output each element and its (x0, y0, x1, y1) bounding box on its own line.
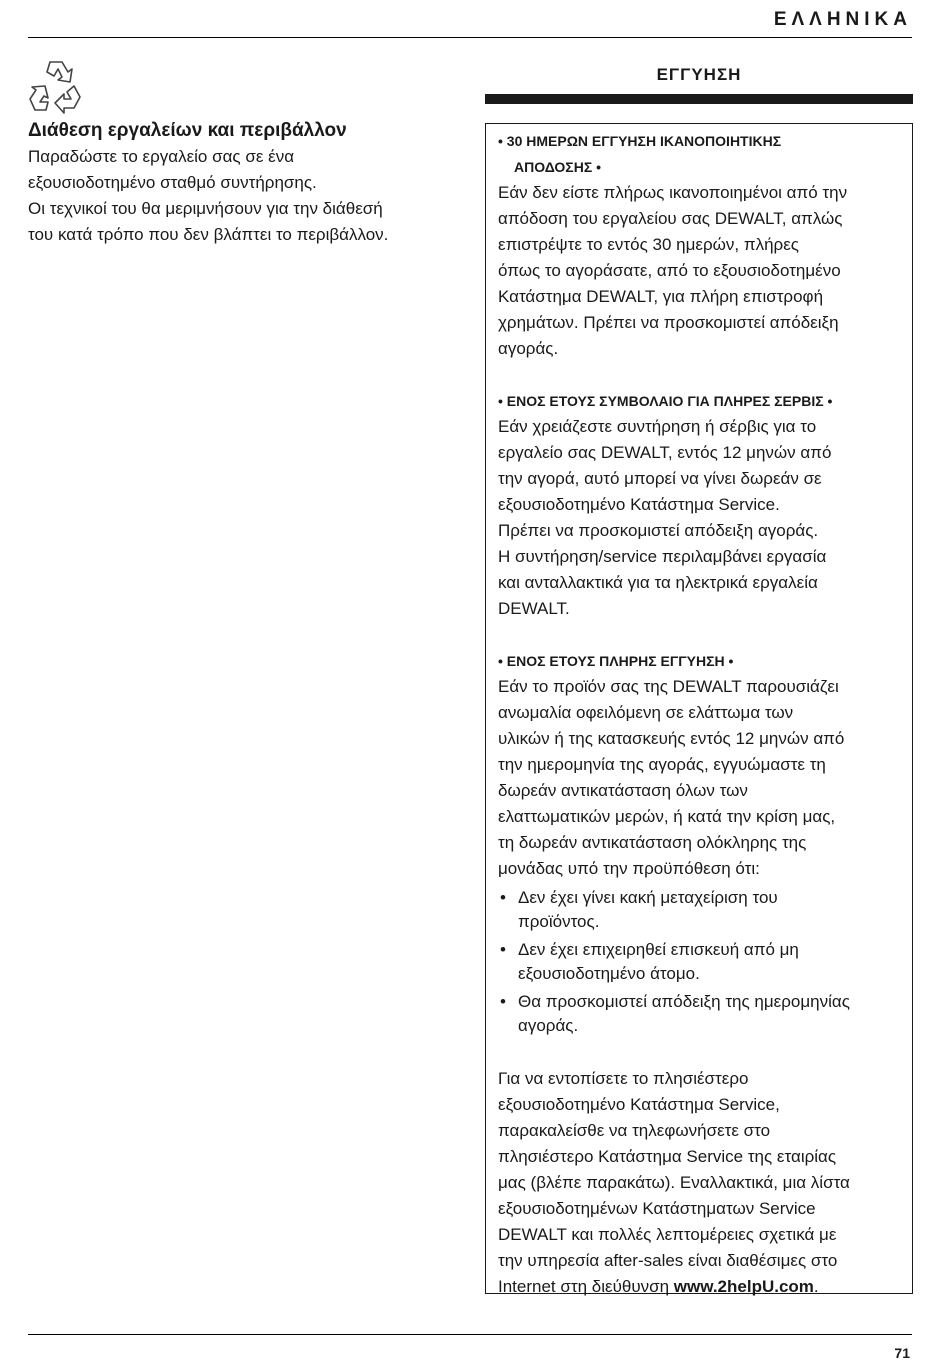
text-line: Εάν το προϊόν σας της DEWALT παρουσιάζει (498, 677, 839, 696)
text-line: DEWALT και πολλές λεπτομέρειες σχετικά με (498, 1225, 837, 1244)
text-line: πλησιέστερο Κατάστημα Service της εταιρίας (498, 1147, 837, 1166)
text-line: Για να εντοπίσετε το πλησιέστερο (498, 1069, 749, 1088)
text-line: τη δωρεάν αντικατάσταση ολόκληρης της (498, 833, 807, 852)
text-line: Πρέπει να προσκομιστεί απόδειξη αγοράς. (498, 521, 819, 540)
condition-list (498, 886, 902, 1038)
text-line: . (813, 1277, 819, 1296)
text-line: εξουσιοδοτημένο Κατάστημα Service, (498, 1095, 780, 1114)
footer-rule (28, 1334, 912, 1335)
disposal-heading: Διάθεση εργαλείων και περιβάλλον (28, 120, 347, 141)
warranty-section-service-contract (498, 388, 902, 622)
text-line: την αγορά, αυτό μπορεί να γίνει δωρεάν σε (498, 469, 822, 488)
text-line: Δεν έχει γίνει κακή μεταχείριση του (518, 888, 778, 907)
disposal-section (28, 118, 468, 248)
text-line: εξουσιοδοτημένων Κατάστηματων Service (498, 1199, 816, 1218)
header-rule (28, 37, 912, 38)
text-line: μας (βλέπε παρακάτω). Εναλλακτικά, μια λίστα (498, 1173, 850, 1192)
warranty-title-bar (485, 94, 913, 104)
text-line: Εάν χρειάζεστε συντήρηση ή σέρβις για το (498, 417, 817, 436)
text-line: υλικών ή της κατασκευής εντός 12 μηνών από (498, 729, 845, 748)
text-line: DEWALT. (498, 599, 570, 618)
text-line: επιστρέψτε το εντός 30 ημερών, πλήρες (498, 235, 799, 254)
text-line: Θα προσκομιστεί απόδειξη της ημερομηνίας (518, 992, 850, 1011)
text-line: ανωμαλία οφειλόμενη σε ελάττωμα των (498, 703, 794, 722)
text-line: προϊόντος. (518, 912, 600, 931)
text-line: αγοράς. (498, 339, 559, 358)
website-link[interactable]: www.2helpU.com (673, 1277, 814, 1296)
heading-line: ΑΠΟΔΟΣΗΣ • (514, 159, 602, 175)
text-line: Εάν δεν είστε πλήρως ικανοποιημένοι από την (498, 183, 848, 202)
list-item (498, 990, 902, 1038)
text-line: του κατά τρόπο που δεν βλάπτει το περιβάλλον. (28, 225, 389, 244)
list-item (498, 886, 902, 934)
text-line: Internet στη διεύθυνση (498, 1277, 674, 1296)
text-line: εξουσιοδοτημένο Κατάστημα Service. (498, 495, 780, 514)
section-body (498, 674, 902, 882)
heading-line: • 30 ΗΜΕΡΩΝ ΕΓΓΥΗΣΗ ΙΚΑΝΟΠΟΙΗΤΙΚΗΣ (498, 133, 782, 149)
heading-line: • ΕΝΟΣ ΕΤΟΥΣ ΣΥΜΒΟΛΑΙΟ ΓΙΑ ΠΛΗΡΕΣ ΣΕΡΒΙΣ • (498, 393, 833, 409)
section-heading (498, 648, 902, 674)
warranty-section-30-day (498, 128, 902, 362)
recycle-icon (28, 56, 88, 118)
page-number: 71 (894, 1345, 910, 1361)
text-line: μονάδας υπό την προϋπόθεση ότι: (498, 859, 760, 878)
text-line: Οι τεχνικοί του θα μεριμνήσουν για την διάθεσή (28, 199, 383, 218)
text-line: την ημερομηνία της αγοράς, εγγυώμαστε τη (498, 755, 826, 774)
text-line: Κατάστημα DEWALT, για πλήρη επιστροφή (498, 287, 824, 306)
text-line: Παραδώστε το εργαλείο σας σε ένα (28, 147, 295, 166)
text-line: εξουσιοδοτημένο άτομο. (518, 964, 700, 983)
section-heading (498, 128, 902, 180)
disposal-paragraph-1 (28, 144, 468, 196)
warranty-title: ΕΓΓΥΗΣΗ (656, 65, 742, 84)
text-line: Η συντήρηση/service περιλαμβάνει εργασία (498, 547, 827, 566)
text-line: και ανταλλακτικά για τα ηλεκτρικά εργαλεία (498, 573, 818, 592)
warranty-section-full-warranty (498, 648, 902, 1038)
section-body (498, 414, 902, 622)
text-line: την υπηρεσία after-sales είναι διαθέσιμες στο (498, 1251, 838, 1270)
text-line: απόδοση του εργαλείου σας DEWALT, απλώς (498, 209, 843, 228)
text-line: όπως το αγοράσατε, από το εξουσιοδοτημένο (498, 261, 841, 280)
section-heading (498, 388, 902, 414)
text-line: παρακαλείσθε να τηλεφωνήσετε στο (498, 1121, 771, 1140)
language-header: ΕΛΛΗΝΙΚΑ (773, 9, 912, 30)
warranty-box (485, 123, 913, 1294)
text-line: ελαττωματικών μερών, ή κατά την κρίση μας, (498, 807, 836, 826)
text-line: Δεν έχει επιχειρηθεί επισκευή από μη (518, 940, 799, 959)
contact-paragraph (498, 1066, 902, 1300)
text-line: δωρεάν αντικατάσταση όλων των (498, 781, 748, 800)
text-line: χρημάτων. Πρέπει να προσκομιστεί απόδειξη (498, 313, 839, 332)
list-item (498, 938, 902, 986)
text-line: εργαλείο σας DEWALT, εντός 12 μηνών από (498, 443, 832, 462)
text-line: αγοράς. (518, 1016, 579, 1035)
heading-line: • ΕΝΟΣ ΕΤΟΥΣ ΠΛΗΡΗΣ ΕΓΓΥΗΣΗ • (498, 653, 734, 669)
section-body (498, 180, 902, 362)
text-line: εξουσιοδοτημένο σταθμό συντήρησης. (28, 173, 317, 192)
disposal-paragraph-2 (28, 196, 468, 248)
